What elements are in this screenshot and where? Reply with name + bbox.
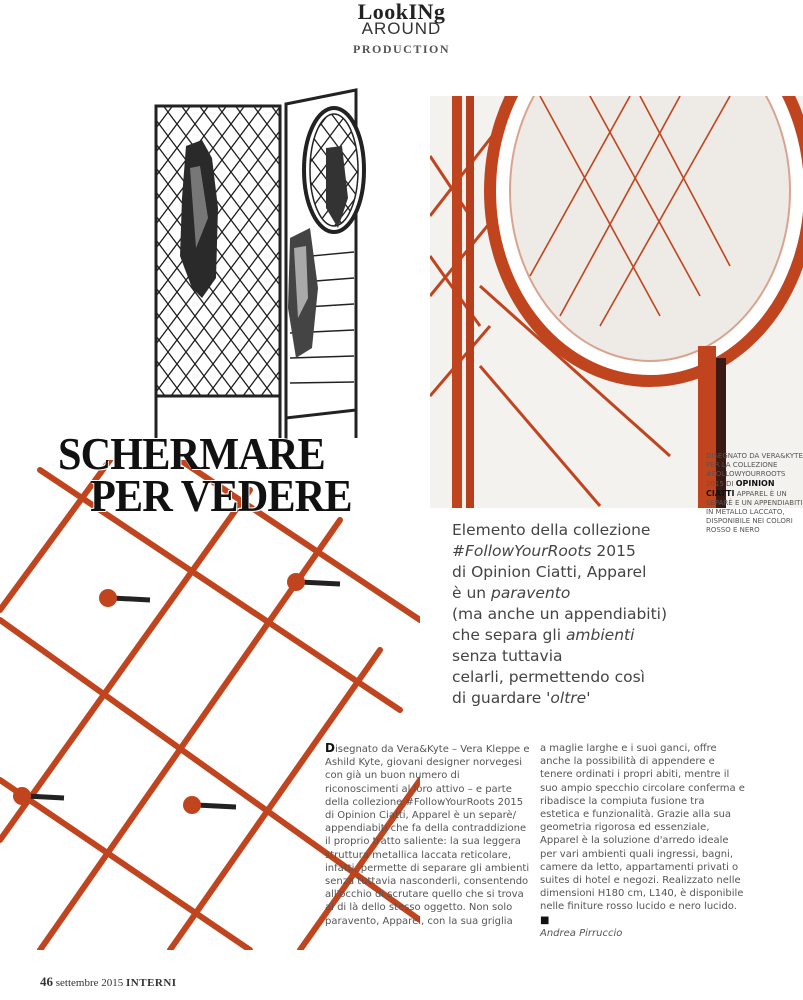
magazine-name: INTERNI — [126, 977, 177, 989]
screen-illustration — [150, 88, 370, 448]
body-column-right — [540, 742, 746, 940]
lead-line: (ma anche un appendiabiti) — [452, 605, 668, 623]
page-footer — [40, 974, 177, 990]
headline-line-2: PER VEDERE — [90, 470, 352, 521]
caption-brand: OPINION CIATTI — [706, 479, 775, 498]
lead-line: è un — [452, 584, 492, 602]
body-text-right: a maglie larghe e i suoi ganci, offre anche la possibilità di appendere e tenere ordinati i propri abiti, mentre il suo ampio specchio circolare conferma e ribadisce la compiuta fusione tra estetica e funzionalità. Grazie alla sua geometria rigorosa ed essenziale, Apparel è la soluzione d'arredo ideale per vari ambienti quali ingressi, bagni, camere da letto, appartamenti privati o suites di hotel e negozi. Realizzato nelle dimensioni H180 cm, L140, è disponibile nelle finiture rosso lucido e nero lucido. — [540, 743, 745, 913]
author-signature: Andrea Pirruccio — [540, 927, 623, 939]
lead-emphasis: ambienti — [565, 626, 635, 644]
section-title-bottom: AROUND — [361, 19, 442, 38]
lead-emphasis: paravento — [491, 584, 571, 602]
end-mark-icon: ■ — [540, 914, 550, 926]
lead-paragraph — [452, 520, 702, 709]
lead-line: 2015 — [591, 542, 636, 560]
section-title-top: LookINg — [357, 0, 446, 24]
lead-line: celarli, permettendo così — [452, 668, 645, 686]
lead-line: Elemento della collezione — [452, 521, 651, 539]
lead-emphasis: 'oltre' — [546, 689, 591, 707]
issue-date: settembre 2015 — [55, 977, 124, 989]
section-label: PRODUCTION — [352, 42, 450, 56]
lead-line: che separa gli — [452, 626, 566, 644]
body-column-left — [325, 742, 531, 928]
product-photo-mirror — [430, 96, 803, 508]
drop-cap: D — [325, 741, 335, 755]
page-number: 46 — [40, 974, 53, 989]
lead-line: di Opinion Ciatti, Apparel — [452, 563, 647, 581]
photo-caption — [706, 452, 803, 535]
body-text-left: isegnato da Vera&Kyte – Vera Kleppe e Ashild Kyte, giovani designer norvegesi con già un buon numero di riconoscimenti al loro attivo – e parte della collezione #FollowYourRoots 2015 di Opinion Ciatti, Apparel è un separè/ appendiabiti che fa della contraddizione il proprio tratto saliente: la sua leggera struttura metallica laccata reticolare, infatti, permette di separare gli ambienti senza tuttavia nasconderli, consentendo all'occhio di scrutare quello che si trova al di là dello stesso oggetto. Non solo paravento, Apparel, con la sua griglia — [325, 744, 530, 927]
lead-hashtag: #FollowYourRoots — [452, 542, 592, 560]
lead-line: di guardare — [452, 689, 547, 707]
lead-line: senza tuttavia — [452, 647, 563, 665]
caption-text-after: APPAREL È UN SEPARÈ E UN APPENDIABITI IN METALLO LACCATO, DISPONIBILE NEI COLORI ROSSO E NERO — [706, 490, 803, 534]
headline-line-1: SCHERMARE — [58, 428, 325, 479]
caption-text-before: DISEGNATO DA VERA&KYTE PER LA COLLEZIONE #FOLLOWYOURROOTS 2015 DI — [706, 452, 803, 488]
